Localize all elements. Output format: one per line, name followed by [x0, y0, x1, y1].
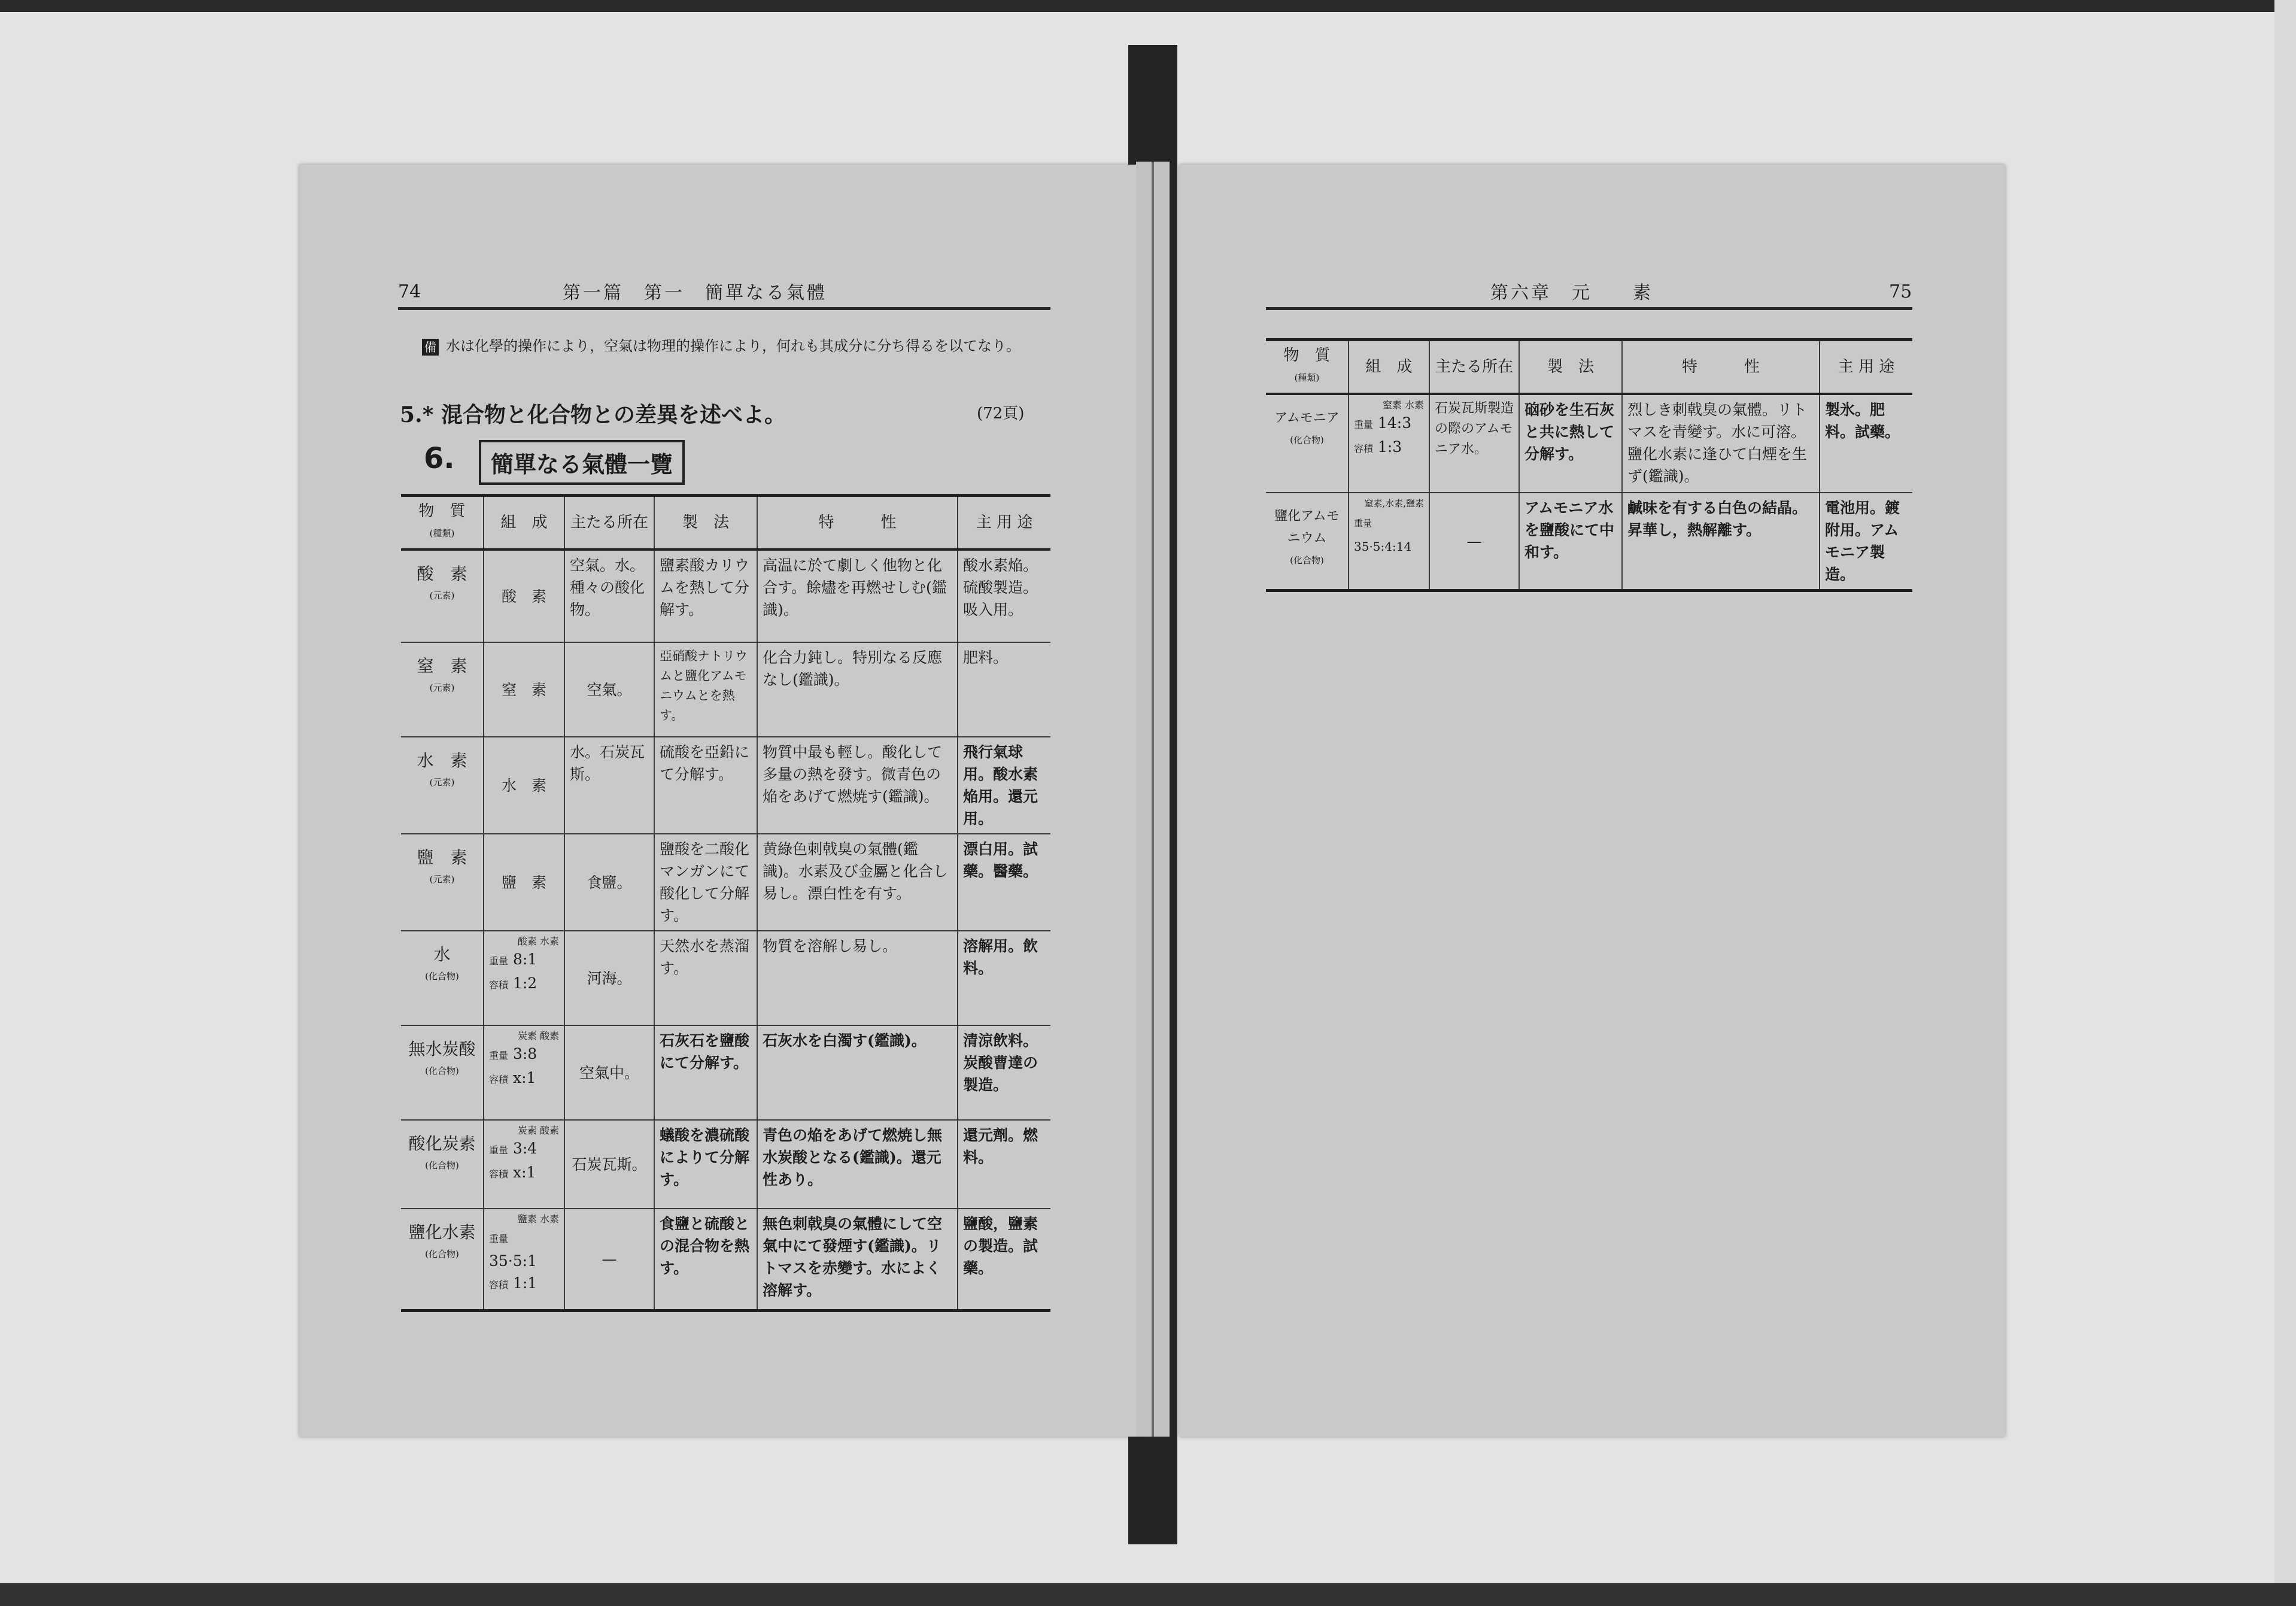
- composition-elements: 窒素,水素,鹽素: [1364, 498, 1424, 509]
- col-header-uses: 主 用 途: [1820, 340, 1912, 394]
- composition-cell: 鹽 素: [484, 834, 564, 931]
- composition-weight: 重量 3:8: [489, 1045, 537, 1062]
- occurrence-cell: —: [564, 1209, 654, 1310]
- uses-cell: 電池用。鍍附用。アムモニア製造。: [1820, 493, 1912, 591]
- uses-cell: 清涼飲料。炭酸曹達の製造。: [958, 1025, 1050, 1120]
- table-row: [401, 1025, 1050, 1120]
- right-page-number: 75: [1889, 281, 1912, 302]
- occurrence-cell: 空氣。: [564, 642, 654, 737]
- composition-cell: [484, 1025, 564, 1120]
- composition-elements: 炭素 酸素: [517, 1125, 559, 1136]
- section-number: 6.: [424, 442, 455, 475]
- col-header-composition: 組 成: [1349, 340, 1429, 394]
- substance-cell: 無水炭酸 (化合物): [401, 1025, 484, 1120]
- uses-cell: 製氷。肥料。試藥。: [1820, 394, 1912, 493]
- table-row: [401, 931, 1050, 1025]
- uses-cell: 酸水素焔。硫酸製造。吸入用。: [958, 549, 1050, 642]
- occurrence-cell: 空氣中。: [564, 1025, 654, 1120]
- uses-cell: 漂白用。試藥。醫藥。: [958, 834, 1050, 931]
- table-row: [401, 549, 1050, 642]
- gas-table-left: [401, 494, 1050, 1312]
- properties-cell: 物質中最も輕し。酸化して多量の熱を發す。微青色の焔をあげて燃焼す(鑑識)。: [757, 737, 958, 834]
- occurrence-cell: 石炭瓦斯製造の際のアムモニア水。: [1429, 394, 1519, 493]
- note-marker-icon: 備: [422, 339, 439, 356]
- col-header-preparation: 製 法: [1519, 340, 1622, 394]
- substance-cell: 酸 素 (元素): [401, 549, 484, 642]
- question-page-ref: (72頁): [977, 405, 1025, 423]
- table-header-row: [1266, 340, 1912, 394]
- question-line: [400, 398, 1034, 429]
- col-header-composition: 組 成: [484, 496, 564, 550]
- gas-table-right: [1266, 338, 1912, 592]
- preparation-cell: 石灰石を鹽酸にて分解す。: [654, 1025, 757, 1120]
- preparation-cell: 蟻酸を濃硫酸によりて分解す。: [654, 1120, 757, 1209]
- answer-note: [422, 332, 1056, 360]
- note-text: 水は化學的操作により，空氣は物理的操作により，何れも其成分に分ち得るを以てなり。: [446, 338, 1021, 354]
- composition-cell: [484, 931, 564, 1025]
- question-text: 混合物と化合物との差異を述べよ。: [441, 402, 786, 427]
- uses-cell: 鹽酸，鹽素の製造。試藥。: [958, 1209, 1050, 1310]
- properties-cell: 黄綠色刺戟臭の氣體(鑑識)。水素及び金屬と化合し易し。漂白性を有す。: [757, 834, 958, 931]
- occurrence-cell: —: [1429, 493, 1519, 591]
- composition-weight: 重量 8:1: [489, 951, 537, 968]
- col-header-substance: 物 質 (種類): [401, 496, 484, 550]
- composition-elements: 酸素 水素: [517, 936, 559, 947]
- table-row: [401, 642, 1050, 737]
- scan-frame-bottom: [0, 1583, 2296, 1606]
- substance-cell: 鹽 素 (元素): [401, 834, 484, 931]
- substance-cell: 水 (化合物): [401, 931, 484, 1025]
- uses-cell: 肥料。: [958, 642, 1050, 737]
- preparation-cell: 硫酸を亞鉛にて分解す。: [654, 737, 757, 834]
- composition-weight: 重量 3:4: [489, 1140, 537, 1157]
- table-row: [401, 1120, 1050, 1209]
- preparation-cell: 天然水を蒸溜す。: [654, 931, 757, 1025]
- substance-cell: 酸化炭素 (化合物): [401, 1120, 484, 1209]
- substance-cell: 鹽化水素 (化合物): [401, 1209, 484, 1310]
- preparation-cell: 食鹽と硫酸との混合物を熱す。: [654, 1209, 757, 1310]
- col-header-properties: 特 性: [757, 496, 958, 550]
- composition-cell: [1349, 493, 1429, 591]
- composition-volume: 容積 x:1: [489, 1069, 536, 1086]
- col-header-substance: 物 質 (種類): [1266, 340, 1349, 394]
- composition-weight: 重量 35·5:4:14: [1354, 518, 1412, 554]
- composition-elements: 鹽素 水素: [517, 1213, 559, 1225]
- binding-seam: [1152, 162, 1154, 1437]
- occurrence-cell: 石炭瓦斯。: [564, 1120, 654, 1209]
- composition-elements: 窒素 水素: [1382, 399, 1424, 411]
- col-header-properties: 特 性: [1622, 340, 1820, 394]
- preparation-cell: アムモニア水を鹽酸にて中和す。: [1519, 493, 1622, 591]
- composition-cell: [484, 1209, 564, 1310]
- properties-cell: 石灰水を白濁す(鑑識)。: [757, 1025, 958, 1120]
- properties-cell: 烈しき刺戟臭の氣體。リトマスを青變す。水に可溶。鹽化水素に逢ひて白煙を生ず(鑑識)。: [1622, 394, 1820, 493]
- left-header-rule: [398, 307, 1050, 310]
- table-row: [401, 737, 1050, 834]
- table-header-row: [401, 496, 1050, 550]
- properties-cell: 青色の焔をあげて燃焼し無水炭酸となる(鑑識)。還元性あり。: [757, 1120, 958, 1209]
- preparation-cell: 亞硝酸ナトリウムと鹽化アムモニウムとを熱す。: [654, 642, 757, 737]
- composition-elements: 炭素 酸素: [517, 1030, 559, 1042]
- substance-cell: 水 素 (元素): [401, 737, 484, 834]
- properties-cell: 物質を溶解し易し。: [757, 931, 958, 1025]
- properties-cell: 鹹味を有する白色の結晶。昇華し，熱解離す。: [1622, 493, 1820, 591]
- composition-cell: 酸 素: [484, 549, 564, 642]
- col-header-preparation: 製 法: [654, 496, 757, 550]
- col-header-occurrence: 主たる所在: [564, 496, 654, 550]
- composition-weight: 重量 14:3: [1354, 414, 1412, 432]
- substance-cell: 鹽化アムモニウム (化合物): [1266, 493, 1349, 591]
- table-row: [401, 1209, 1050, 1310]
- col-header-uses: 主 用 途: [958, 496, 1050, 550]
- left-running-header: 第一篇 第一 簡單なる氣體: [563, 283, 827, 303]
- composition-cell: [484, 1120, 564, 1209]
- left-page-number: 74: [398, 281, 421, 302]
- occurrence-cell: 食鹽。: [564, 834, 654, 931]
- occurrence-cell: 水。石炭瓦斯。: [564, 737, 654, 834]
- occurrence-cell: 空氣。水。種々の酸化物。: [564, 549, 654, 642]
- composition-volume: 容積 x:1: [489, 1164, 536, 1181]
- col-header-occurrence: 主たる所在: [1429, 340, 1519, 394]
- occurrence-cell: 河海。: [564, 931, 654, 1025]
- uses-cell: 還元劑。燃料。: [958, 1120, 1050, 1209]
- preparation-cell: 硇砂を生石灰と共に熱して分解す。: [1519, 394, 1622, 493]
- right-header-rule: [1266, 307, 1912, 310]
- scan-frame-top: [0, 0, 2296, 12]
- question-number: 5.*: [400, 402, 434, 427]
- composition-cell: [1349, 394, 1429, 493]
- composition-volume: 容積 1:1: [489, 1274, 537, 1292]
- properties-cell: 無色刺戟臭の氣體にして空氣中にて發煙す(鑑識)。リトマスを赤變す。水によく溶解す。: [757, 1209, 958, 1310]
- substance-cell: アムモニア (化合物): [1266, 394, 1349, 493]
- preparation-cell: 鹽素酸カリウムを熱して分解す。: [654, 549, 757, 642]
- right-running-header: 第六章 元 素: [1490, 283, 1653, 303]
- composition-cell: 窒 素: [484, 642, 564, 737]
- table-row: [1266, 493, 1912, 591]
- composition-volume: 容積 1:2: [489, 974, 537, 992]
- composition-volume: 容積 1:3: [1354, 438, 1402, 456]
- composition-weight: 重量 35·5:1: [489, 1233, 537, 1270]
- substance-cell: 窒 素 (元素): [401, 642, 484, 737]
- uses-cell: 溶解用。飲料。: [958, 931, 1050, 1025]
- properties-cell: 化合力鈍し。特別なる反應なし(鑑識)。: [757, 642, 958, 737]
- scan-frame-right: [2274, 0, 2296, 1606]
- uses-cell: 飛行氣球用。酸水素焔用。還元用。: [958, 737, 1050, 834]
- section-title: 簡單なる氣體一覽: [479, 440, 685, 485]
- preparation-cell: 鹽酸を二酸化マンガンにて酸化して分解す。: [654, 834, 757, 931]
- table-row: [401, 834, 1050, 931]
- composition-cell: 水 素: [484, 737, 564, 834]
- properties-cell: 高温に於て劇しく他物と化合す。餘燼を再燃せしむ(鑑識)。: [757, 549, 958, 642]
- table-row: [1266, 394, 1912, 493]
